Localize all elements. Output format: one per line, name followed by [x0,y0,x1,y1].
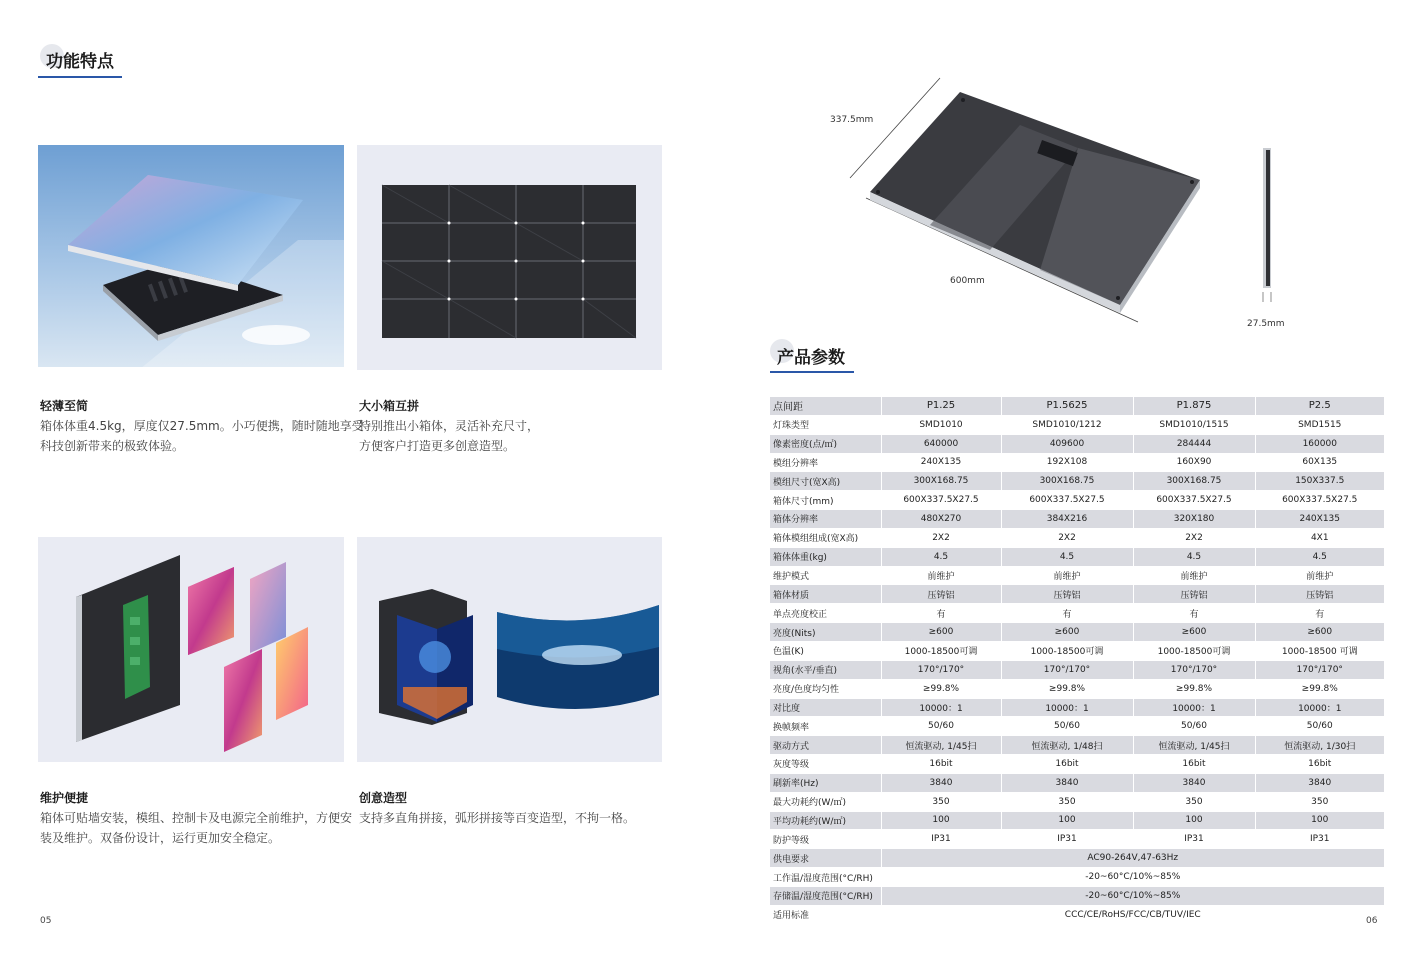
spec-value-cell: IP31 [1001,830,1133,849]
spec-value-cell: IP31 [881,830,1001,849]
dimension-thickness-label: 27.5mm [1247,319,1285,329]
spec-merged-value-cell: AC90-264V,47-63Hz [881,849,1384,868]
spec-value-cell: 有 [1001,604,1133,623]
spec-value-cell: IP31 [1255,830,1384,849]
spec-value-cell: ≥600 [1001,623,1133,642]
spec-value-cell: SMD1515 [1255,415,1384,434]
page-number-left: 05 [40,916,52,926]
spec-row [770,679,1384,698]
spec-row [770,830,1384,849]
spec-value-cell: 10000：1 [1255,698,1384,717]
spec-row [770,415,1384,434]
spec-row [770,623,1384,642]
spec-row-label: 箱体分辨率 [770,510,881,529]
feature-desc-slim [40,416,364,456]
cabinet-dimension-drawing [820,70,1300,340]
spec-merged-value-cell: -20~60°C/10%~85% [881,886,1384,905]
spec-value-cell: 1000-18500 可调 [1255,641,1384,660]
spec-value-cell: 50/60 [881,717,1001,736]
spec-row [770,453,1384,472]
feature-desc-line: 装及维护。双备份设计，运行更加安全稳定。 [40,831,281,845]
feature-title-slim: 轻薄至简 [40,399,89,413]
spec-value-cell: ≥99.8% [881,679,1001,698]
spec-value-cell: 有 [881,604,1001,623]
spec-value-cell: 50/60 [1255,717,1384,736]
spec-value-cell: 240X135 [1255,510,1384,529]
spec-row-label: 模组尺寸(宽X高) [770,472,881,491]
spec-row-label: 维护模式 [770,566,881,585]
feature-desc-line: 方便客户打造更多创意造型。 [359,439,516,453]
spec-row [770,849,1384,868]
spec-value-cell: SMD1010/1212 [1001,415,1133,434]
spec-value-cell: ≥600 [1255,623,1384,642]
feature-desc-splicing [359,416,539,456]
spec-row [770,434,1384,453]
feature-desc-line: 箱体可贴墙安装，模组、控制卡及电源完全前维护，方便安 [40,811,353,825]
spec-row [770,736,1384,755]
creative-shape-image [357,537,662,762]
spec-value-cell: SMD1010/1515 [1133,415,1255,434]
feature-desc-maintenance [40,808,352,848]
spec-value-cell: 恒流驱动, 1/45扫 [881,736,1001,755]
spec-value-cell: 100 [1255,811,1384,830]
spec-value-cell: 600X337.5X27.5 [1001,491,1133,510]
feature-title-maintenance: 维护便捷 [40,791,89,805]
spec-row-label: 换帧频率 [770,717,881,736]
spec-value-cell: 170°/170° [881,660,1001,679]
spec-value-cell: 350 [1133,792,1255,811]
spec-row-label: 箱体材质 [770,585,881,604]
spec-row-label: 亮度/色度均匀性 [770,679,881,698]
spec-value-cell: 恒流驱动, 1/45扫 [1133,736,1255,755]
spec-row-label: 灯珠类型 [770,415,881,434]
creative-shape-illustration [357,537,662,762]
spec-row-label: 亮度(Nits) [770,623,881,642]
spec-value-cell: 320X180 [1133,510,1255,529]
spec-value-cell: 1000-18500可调 [881,641,1001,660]
features-section-title: 功能特点 [46,52,114,72]
spec-value-cell: 10000：1 [1133,698,1255,717]
spec-value-cell: 300X168.75 [1001,472,1133,491]
spec-value-cell: 170°/170° [1001,660,1133,679]
spec-value-cell: ≥99.8% [1255,679,1384,698]
spec-value-cell: 1000-18500可调 [1001,641,1133,660]
spec-value-cell: 350 [881,792,1001,811]
spec-value-cell: 300X168.75 [1133,472,1255,491]
spec-value-cell: 16bit [1001,755,1133,774]
spec-row [770,585,1384,604]
spec-value-cell: 384X216 [1001,510,1133,529]
spec-model-cell: P1.25 [881,397,1001,415]
spec-row [770,773,1384,792]
spec-value-cell: 10000：1 [881,698,1001,717]
spec-value-cell: 600X337.5X27.5 [1255,491,1384,510]
spec-model-cell: P2.5 [1255,397,1384,415]
spec-row [770,811,1384,830]
spec-row [770,792,1384,811]
spec-row [770,472,1384,491]
spec-value-cell: 2X2 [881,528,1001,547]
spec-value-cell: 100 [1133,811,1255,830]
spec-value-cell: 300X168.75 [881,472,1001,491]
spec-row-label: 最大功耗约(W/㎡) [770,792,881,811]
slim-panel-illustration [38,145,344,367]
spec-value-cell: 100 [881,811,1001,830]
spec-header-label: 点间距 [770,397,881,415]
feature-desc-line: 支持多直角拼接，弧形拼接等百变造型，不拘一格。 [359,811,636,825]
spec-value-cell: 压铸铝 [1001,585,1133,604]
spec-value-cell: SMD1010 [881,415,1001,434]
spec-row-label: 视角(水平/垂直) [770,660,881,679]
spec-value-cell: 284444 [1133,434,1255,453]
spec-value-cell: ≥600 [881,623,1001,642]
spec-row-label: 灰度等级 [770,755,881,774]
spec-row-label: 适用标准 [770,905,881,924]
spec-row [770,604,1384,623]
specs-section-title: 产品参数 [777,348,845,368]
dimension-depth-label: 337.5mm [830,115,874,125]
spec-row-label: 箱体尺寸(mm) [770,491,881,510]
spec-row [770,528,1384,547]
spec-value-cell: 50/60 [1133,717,1255,736]
spec-value-cell: 4X1 [1255,528,1384,547]
spec-row-label: 供电要求 [770,849,881,868]
spec-value-cell: 409600 [1001,434,1133,453]
spec-row-label: 像素密度(点/㎡) [770,434,881,453]
spec-value-cell: ≥600 [1133,623,1255,642]
spec-value-cell: 350 [1001,792,1133,811]
spec-value-cell: 压铸铝 [881,585,1001,604]
spec-header-row [770,397,1384,415]
spec-model-cell: P1.5625 [1001,397,1133,415]
feature-desc-creative [359,808,635,828]
dimension-width-label: 600mm [950,276,985,286]
spec-value-cell: 16bit [1255,755,1384,774]
spec-value-cell: 压铸铝 [1133,585,1255,604]
front-maintenance-image [38,537,344,762]
spec-value-cell: 240X135 [881,453,1001,472]
spec-row [770,547,1384,566]
spec-value-cell: 恒流驱动, 1/30扫 [1255,736,1384,755]
spec-value-cell: 170°/170° [1255,660,1384,679]
spec-value-cell: IP31 [1133,830,1255,849]
spec-value-cell: 2X2 [1133,528,1255,547]
spec-value-cell: ≥99.8% [1133,679,1255,698]
spec-value-cell: 600X337.5X27.5 [1133,491,1255,510]
spec-merged-value-cell: -20~60°C/10%~85% [881,868,1384,887]
spec-table [770,397,1384,925]
spec-value-cell: 4.5 [1133,547,1255,566]
spec-value-cell: 前维护 [881,566,1001,585]
spec-value-cell: 16bit [1133,755,1255,774]
spec-row [770,905,1384,924]
spec-value-cell: 640000 [881,434,1001,453]
spec-value-cell: 600X337.5X27.5 [881,491,1001,510]
spec-value-cell: 4.5 [881,547,1001,566]
spec-value-cell: 2X2 [1001,528,1133,547]
features-title-underline [38,76,122,78]
spec-model-cell: P1.875 [1133,397,1255,415]
spec-merged-value-cell: CCC/CE/RoHS/FCC/CB/TUV/IEC [881,905,1384,924]
feature-title-creative: 创意造型 [359,791,408,805]
spec-row [770,660,1384,679]
spec-value-cell: 50/60 [1001,717,1133,736]
spec-row [770,886,1384,905]
spec-value-cell: 100 [1001,811,1133,830]
spec-value-cell: 1000-18500可调 [1133,641,1255,660]
spec-row-label: 箱体模组组成(宽X高) [770,528,881,547]
spec-value-cell: 192X108 [1001,453,1133,472]
spec-value-cell: 150X337.5 [1255,472,1384,491]
spec-value-cell: 160X90 [1133,453,1255,472]
spec-row [770,755,1384,774]
spec-value-cell: 16bit [881,755,1001,774]
spec-value-cell: 有 [1255,604,1384,623]
exploded-cabinet-illustration [38,537,344,762]
spec-value-cell: 前维护 [1133,566,1255,585]
page-number-right: 06 [1366,916,1378,926]
spec-row-label: 工作温/湿度范围(°C/RH) [770,868,881,887]
spec-row-label: 存储温/湿度范围(°C/RH) [770,886,881,905]
cabinet-splicing-image [357,145,662,370]
cabinet-grid-illustration [357,145,662,370]
spec-row-label: 箱体体重(kg) [770,547,881,566]
spec-value-cell: 恒流驱动, 1/48扫 [1001,736,1133,755]
spec-row-label: 平均功耗约(W/㎡) [770,811,881,830]
spec-value-cell: 160000 [1255,434,1384,453]
spec-row-label: 对比度 [770,698,881,717]
spec-row-label: 色温(K) [770,641,881,660]
spec-value-cell: 前维护 [1255,566,1384,585]
spec-value-cell: 压铸铝 [1255,585,1384,604]
spec-value-cell: 3840 [1001,773,1133,792]
spec-value-cell: 3840 [881,773,1001,792]
spec-row-label: 防护等级 [770,830,881,849]
spec-row [770,510,1384,529]
spec-row [770,698,1384,717]
feature-desc-line: 特别推出小箱体，灵活补充尺寸， [359,419,540,433]
feature-desc-line: 箱体体重4.5kg，厚度仅27.5mm。小巧便携，随时随地享受 [40,419,364,433]
spec-value-cell: 3840 [1133,773,1255,792]
spec-row-label: 模组分辨率 [770,453,881,472]
spec-value-cell: 有 [1133,604,1255,623]
spec-row [770,868,1384,887]
spec-value-cell: 350 [1255,792,1384,811]
spec-row-label: 驱动方式 [770,736,881,755]
feature-desc-line: 科技创新带来的极致体验。 [40,439,185,453]
slim-panel-image [38,145,344,367]
spec-value-cell: 480X270 [881,510,1001,529]
spec-row-label: 刷新率(Hz) [770,773,881,792]
spec-row [770,717,1384,736]
feature-title-splicing: 大小箱互拼 [359,399,420,413]
spec-value-cell: 前维护 [1001,566,1133,585]
spec-row [770,491,1384,510]
spec-value-cell: 10000：1 [1001,698,1133,717]
spec-row [770,641,1384,660]
spec-row-label: 单点亮度校正 [770,604,881,623]
spec-value-cell: 3840 [1255,773,1384,792]
spec-value-cell: 4.5 [1255,547,1384,566]
spec-value-cell: ≥99.8% [1001,679,1133,698]
specs-title-underline [770,371,854,373]
spec-row [770,566,1384,585]
spec-value-cell: 170°/170° [1133,660,1255,679]
spec-value-cell: 60X135 [1255,453,1384,472]
spec-value-cell: 4.5 [1001,547,1133,566]
